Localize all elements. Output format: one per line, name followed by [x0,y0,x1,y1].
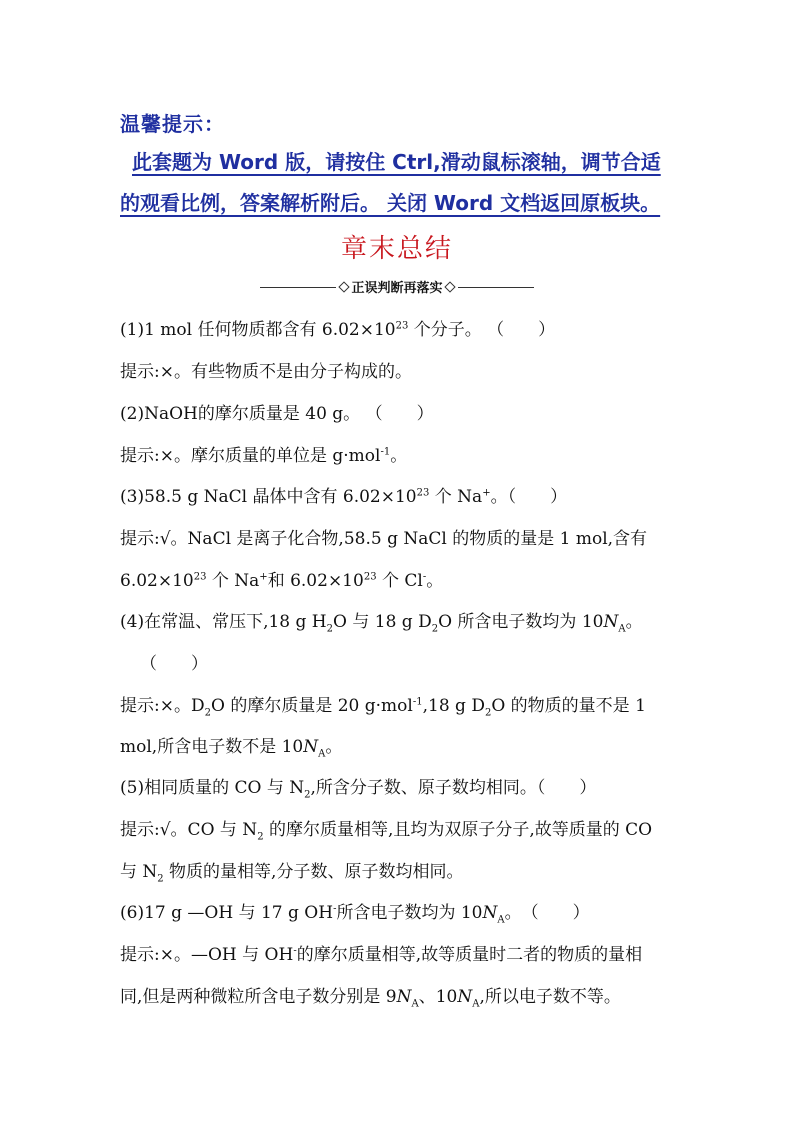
hint-4-line-1: 提示:×。$D_2O$ 的摩尔质量是 20 g·mol$^{-1}$,18 g $D_2O$ 的物质的量不是 1 [120,696,646,719]
notice-line-1[interactable]: 此套题为 Word 版，请按住 Ctrl,滑动鼠标滚轴，调节合适 [132,150,661,174]
hint-3-line-1: 提示:√。NaCl 是离子化合物,58.5 g NaCl 的物质的量是 1 mol,含有 [120,529,648,549]
question-4-bracket: （ ） [140,654,208,674]
question-2: (2)NaOH的摩尔质量是 40 g。 （ ） [120,404,434,424]
hint-2: 提示:×。摩尔质量的单位是 g·mol$^{-1}$。 [120,446,408,466]
question-6: (6)17 g —OH 与 17 g OH-所含电子数均为 $10N_A$。 （ ） [120,903,590,926]
hint-6-line-1: 提示:×。—OH 与 OH-的摩尔质量相等,故等质量时二者的物质的量相 [120,945,643,965]
hint-3-line-2: $6.02\times 10^{23}$ 个 Na+和 $6.02\times 10^{23}$ 个 Cl-。 [120,571,444,591]
hint-6-line-2: 同,但是两种微粒所含电子数分别是 $9N_A$、$10N_A$,所以电子数不等。 [120,987,621,1010]
section-rule-right [458,287,534,288]
hint-5-line-2: 与 $N_2$ 物质的量相等,分子数、原子数均相同。 [120,862,464,885]
hint-1: 提示:×。有些物质不是由分子构成的。 [120,362,412,382]
section-label: 正误判断再落实 [351,281,443,296]
hint-5-line-1: 提示:√。CO 与 $N_2$ 的摩尔质量相等,且均为双原子分子,故等质量的 CO [120,820,653,843]
hint-4-line-2: mol,所含电子数不是 $10N_A$。 [120,737,343,760]
chapter-title: 章末总结 [340,234,453,264]
question-1: (1)1 mol 任何物质都含有 $6.02\times 10^{23}$ 个分子。 （ ） [120,320,556,340]
notice-title: 温馨提示： [120,112,225,136]
question-5: (5)相同质量的 CO 与 $N_2$,所含分子数、原子数均相同。（ ） [120,778,597,801]
section-heading [260,277,534,297]
question-4: (4)在常温、常压下,18 g $H_2O$ 与 18 g $D_2O$ 所含电子数均为 $10N_A$。 [120,612,643,635]
question-3: (3)58.5 g NaCl 晶体中含有 $6.02\times 10^{23}$ 个 Na+。（ ） [120,487,568,507]
notice-line-2[interactable]: 的观看比例，答案解析附后。 关闭 Word 文档返回原板块。 [120,191,661,215]
